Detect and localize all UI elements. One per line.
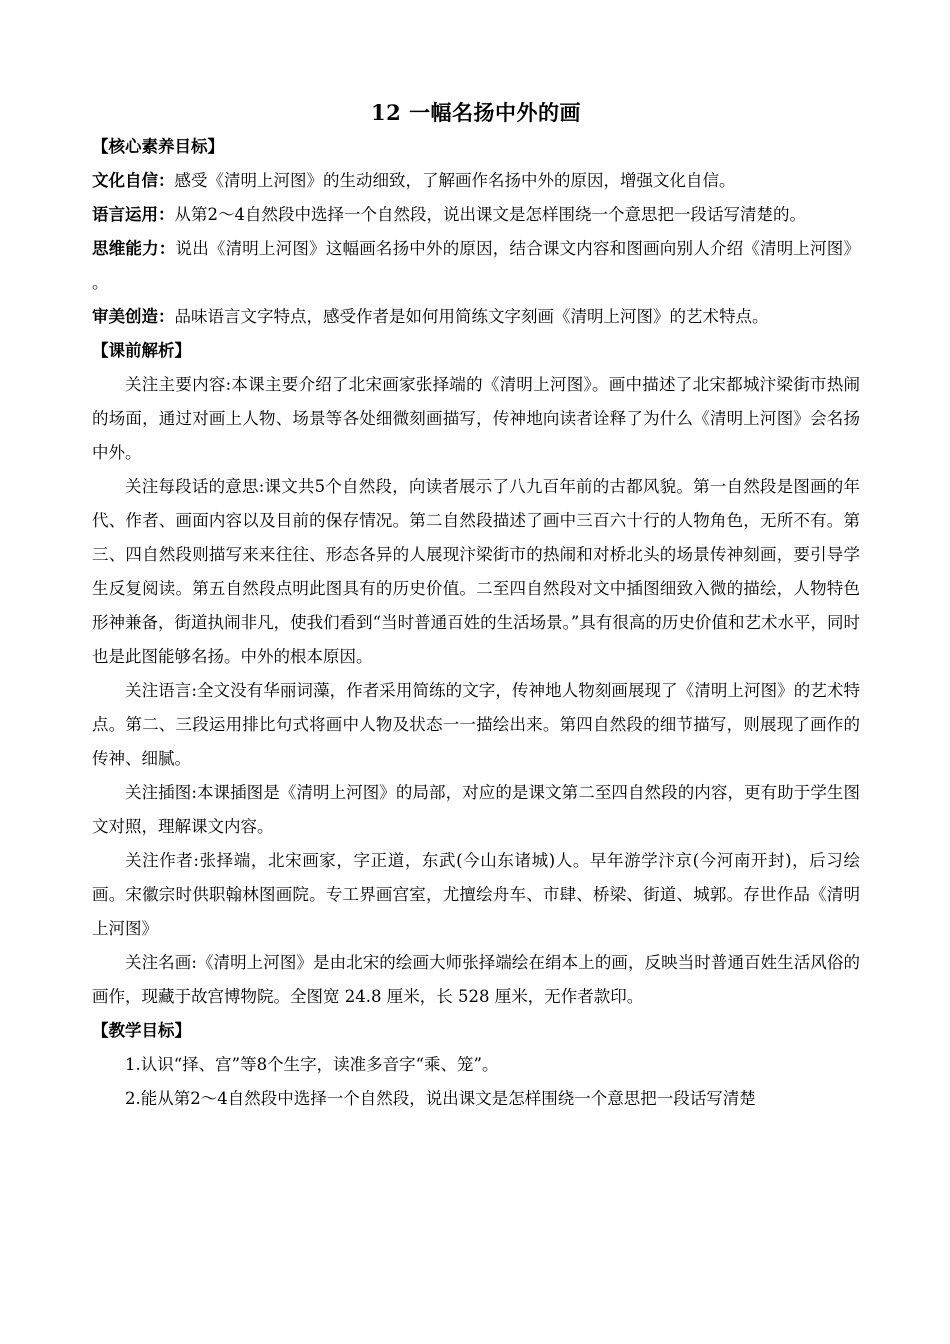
- analysis-paragraph: 关注插图:本课插图是《清明上河图》的局部，对应的是课文第二至四自然段的内容，更有助于学生图文对照，理解课文内容。: [92, 783, 860, 836]
- core-goal-item: [92, 198, 860, 232]
- core-goal-text: 感受《清明上河图》的生动细致，了解画作名扬中外的原因，增强文化自信。: [174, 171, 736, 190]
- analysis-paragraph: 关注名画:《清明上河图》是由北宋的绘画大师张择端绘在绢本上的画，反映当时普通百姓生活风俗的画作，现藏于故宫博物院。全图宽 24.8 厘米，长 528 厘米，无作者款印。: [92, 953, 860, 1006]
- teaching-goal-item: 1.认识“择、宫”等8个生字，读准多音字“乘、笼”。: [125, 1055, 499, 1074]
- core-goals-section: [92, 130, 860, 334]
- teaching-goals-heading: 【教学目标】: [92, 1021, 191, 1040]
- core-goal-label: 思维能力：: [92, 239, 176, 258]
- analysis-heading: 【课前解析】: [92, 341, 191, 360]
- analysis-paragraph: 关注作者:张择端，北宋画家，字正道，东武(今山东诸城)人。早年游学汴京(今河南开封)，后习绘画。宋徽宗时供职翰林图画院。专工界画宫室，尤擅绘舟车、市肆、桥梁、街道、城郭。存世作品《清明上河图》: [92, 851, 860, 938]
- page-title: 12 一幅名扬中外的画: [370, 100, 582, 125]
- analysis-paragraph: 关注每段话的意思:课文共5个自然段，向读者展示了八九百年前的古都风貌。第一自然段是图画的年代、作者、画面内容以及目前的保存情况。第二自然段描述了画中三百六十行的人物角色，无所不有。第三、四自然段则描写来来往往、形态各异的人展现汴梁街市的热闹和对桥北头的场景传神刻画，要引导学生反复阅读。第五自然段点明此图具有的历史价值。二至四自然段对文中插图细致入微的描绘，人物特色形神兼备，街道执闹非凡，使我们看到“当时普通百姓的生活场景。”具有很高的历史价值和艺术水平，同时也是此图能够名扬。中外的根本原因。: [92, 477, 860, 666]
- core-goals-heading: 【核心素养目标】: [92, 137, 224, 156]
- core-goal-label: 语言运用：: [92, 205, 175, 224]
- core-goal-item: [92, 232, 860, 300]
- core-goal-text: 品味语言文字特点，感受作者是如何用简练文字刻画《清明上河图》的艺术特点。: [174, 307, 769, 326]
- teaching-goals-section: [92, 1014, 860, 1116]
- analysis-paragraph: 关注语言:全文没有华丽词藻，作者采用简练的文字，传神地人物刻画展现了《清明上河图》的艺术特点。第二、三段运用排比句式将画中人物及状态一一描绘出来。第四自然段的细节描写，则展现了画作的传神、细腻。: [92, 681, 860, 768]
- core-goal-label: 文化自信：: [92, 171, 175, 190]
- core-goal-text: 说出《清明上河图》这幅画名扬中外的原因，结合课文内容和图画向别人介绍《清明上河图》 。: [92, 239, 860, 292]
- analysis-section: [92, 334, 860, 1014]
- analysis-paragraph: 关注主要内容:本课主要介绍了北宋画家张择端的《清明上河图》。画中描述了北宋都城汴梁街市热闹的场面，通过对画上人物、场景等各处细微刻画描写，传神地向读者诠释了为什么《清明上河图》会名扬中外。: [92, 375, 860, 462]
- core-goal-text: 从第2～4自然段中选择一个自然段，说出课文是怎样围绕一个意思把一段话写清楚的。: [174, 205, 806, 224]
- teaching-goal-item: 2.能从第2～4自然段中选择一个自然段，说出课文是怎样围绕一个意思把一段话写清楚: [125, 1089, 756, 1108]
- core-goal-item: [92, 164, 860, 198]
- core-goal-item: [92, 300, 860, 334]
- core-goal-label: 审美创造：: [92, 307, 175, 326]
